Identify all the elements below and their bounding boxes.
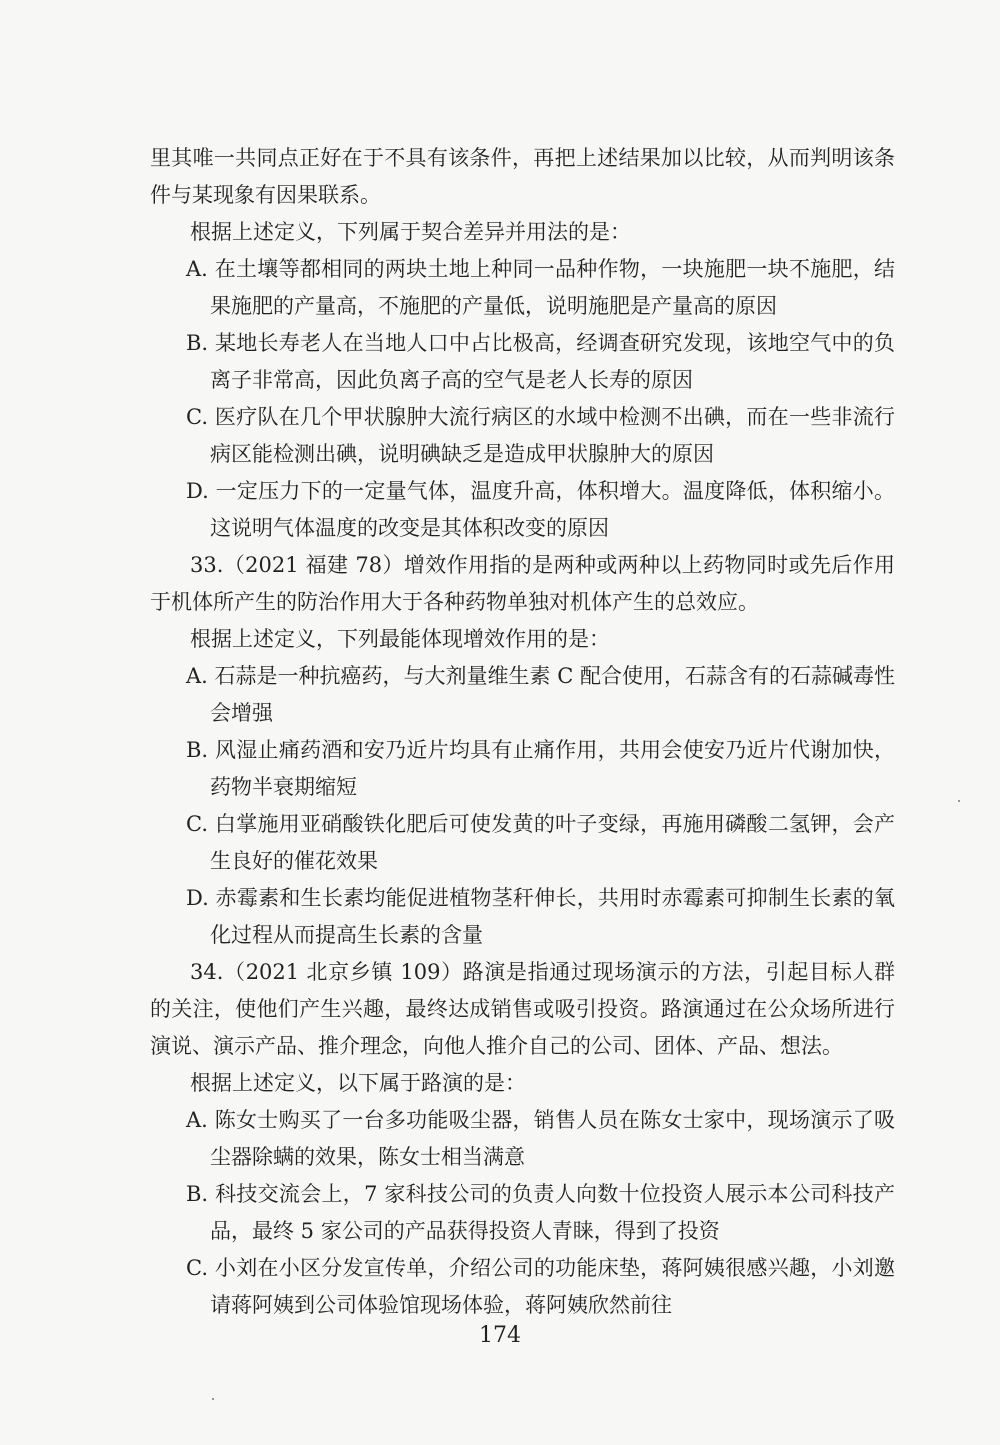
option-b: B. 风湿止痛药酒和安乃近片均具有止痛作用，共用会使安乃近片代谢加快，药物半衰期缩短 <box>186 738 895 799</box>
option-b: B. 科技交流会上，7 家科技公司的负责人向数十位投资人展示本公司科技产品，最终 5 家公司的产品获得投资人青睐，得到了投资 <box>186 1182 895 1243</box>
option-d: D. 赤霉素和生长素均能促进植物茎秆伸长，共用时赤霉素可抑制生长素的氧化过程从而提高生长素的含量 <box>186 886 895 947</box>
question-prompt: 根据上述定义，下列最能体现增效作用的是： <box>190 627 610 651</box>
paragraph-continued: 里其唯一共同点正好在于不具有该条件，再把上述结果加以比较，从而判明该条件与某现象有因果联系。 <box>150 146 895 207</box>
page-number: 174 <box>479 1323 521 1348</box>
scan-speck <box>958 800 960 802</box>
page-content <box>150 140 895 1324</box>
option-c: C. 白掌施用亚硝酸铁化肥后可使发黄的叶子变绿，再施用磷酸二氢钾，会产生良好的催花效果 <box>186 812 895 873</box>
question-prompt: 根据上述定义，以下属于路演的是： <box>190 1071 526 1095</box>
option-b: B. 某地长寿老人在当地人口中占比极高，经调查研究发现，该地空气中的负离子非常高，因此负离子高的空气是老人长寿的原因 <box>186 331 895 392</box>
option-d: D. 一定压力下的一定量气体，温度升高，体积增大。温度降低，体积缩小。这说明气体温度的改变是其体积改变的原因 <box>186 479 895 540</box>
option-a: A. 石蒜是一种抗癌药，与大剂量维生素 C 配合使用，石蒜含有的石蒜碱毒性会增强 <box>186 664 895 725</box>
option-c: C. 医疗队在几个甲状腺肿大流行病区的水域中检测不出碘，而在一些非流行病区能检测出碘，说明碘缺乏是造成甲状腺肿大的原因 <box>186 405 895 466</box>
option-a: A. 在土壤等都相同的两块土地上种同一品种作物，一块施肥一块不施肥，结果施肥的产量高，不施肥的产量低，说明施肥是产量高的原因 <box>186 257 895 318</box>
option-c: C. 小刘在小区分发宣传单，介绍公司的功能床垫，蒋阿姨很感兴趣，小刘邀请蒋阿姨到公司体验馆现场体验，蒋阿姨欣然前往 <box>186 1256 895 1317</box>
question-prompt: 根据上述定义，下列属于契合差异并用法的是： <box>190 220 631 244</box>
question-33: 33.（2021 福建 78）增效作用指的是两种或两种以上药物同时或先后作用于机体所产生的防治作用大于各种药物单独对机体产生的总效应。 <box>150 553 895 614</box>
scan-speck <box>212 1398 214 1400</box>
question-34: 34.（2021 北京乡镇 109）路演是指通过现场演示的方法，引起目标人群的关注，使他们产生兴趣，最终达成销售或吸引投资。路演通过在公众场所进行演说、演示产品、推介理念，向他人推介自己的公司、团体、产品、想法。 <box>150 960 895 1058</box>
option-a: A. 陈女士购买了一台多功能吸尘器，销售人员在陈女士家中，现场演示了吸尘器除螨的效果，陈女士相当满意 <box>186 1108 895 1169</box>
